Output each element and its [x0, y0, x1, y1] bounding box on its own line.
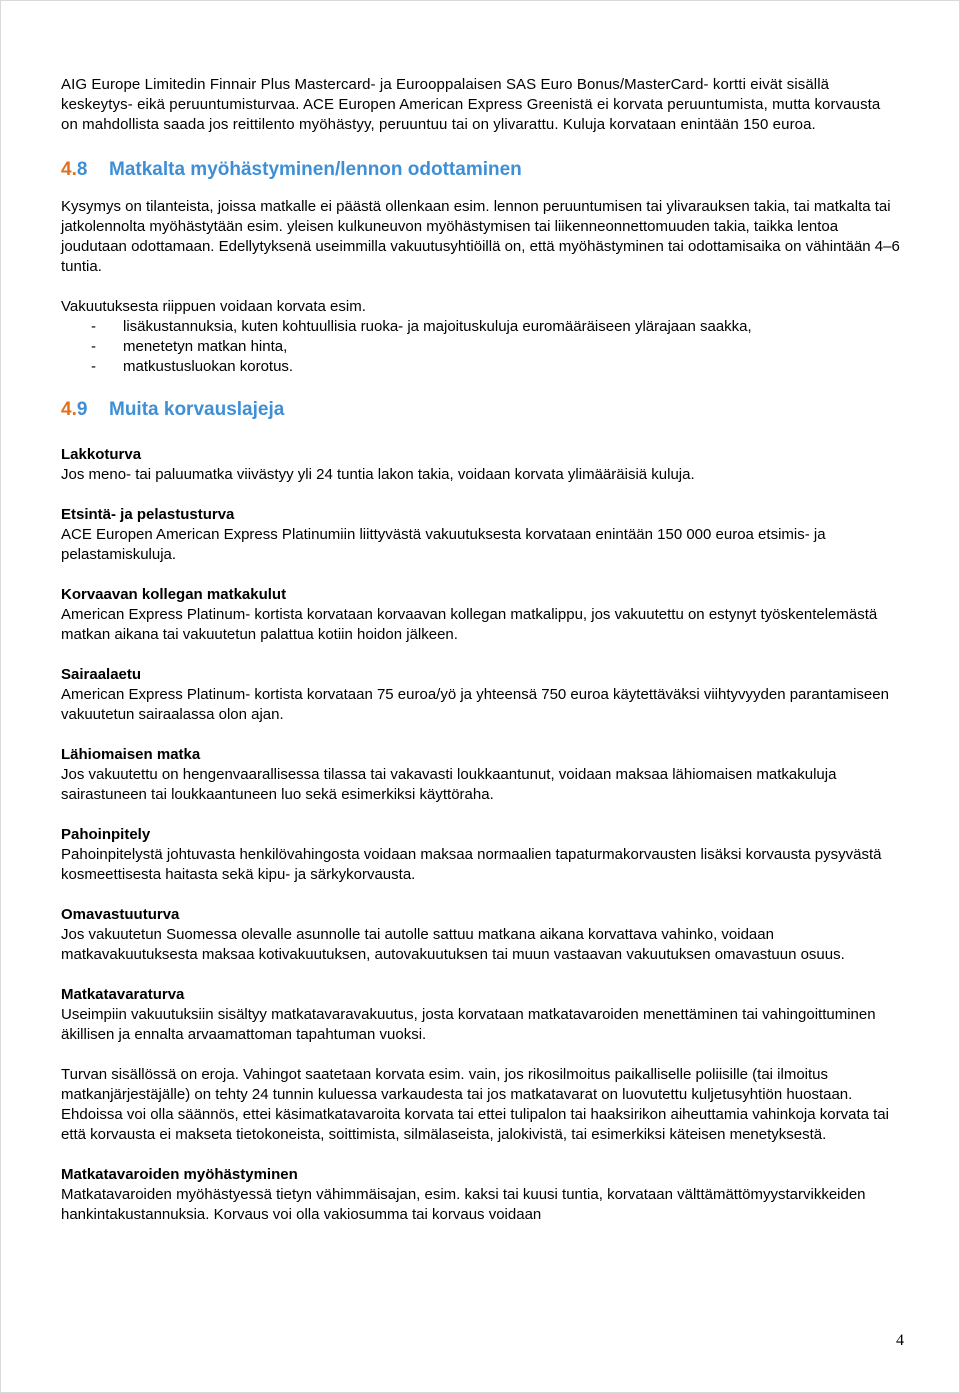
- subsection-etsinta: [61, 505, 901, 565]
- subsection-title: Pahoinpitely: [61, 826, 151, 843]
- subsection-myohastyminen: [61, 1165, 901, 1225]
- section-number: 4.8: [61, 159, 88, 180]
- page-content: [61, 75, 901, 1225]
- list-item: - menetetyn matkan hinta,: [91, 338, 288, 355]
- section-heading-4-8: [61, 157, 901, 183]
- subsection-matkatavaraturva: [61, 985, 901, 1045]
- section-4-8-paragraph: Kysymys on tilanteista, joissa matkalle ei päästä ollenkaan esim. lennon peruuntumisen tai ylivarauksen takia, tai matkalta tai jatkolennolta myöhästytään esim. yleisen kulkuneuvon myöhästymisen tai liikenneonnettomuuden takia, taikka lentoa joudutaan odottamaan. Edellytyksenä useimmilla vakuutusyhtiöillä on, että myöhästyminen tai odottamisaika on vähintään 4–6 tuntia.: [61, 198, 900, 275]
- subsection-title: Lähiomaisen matka: [61, 746, 201, 763]
- intro-paragraph: AIG Europe Limitedin Finnair Plus Mastercard- ja Eurooppalaisen SAS Euro Bonus/MasterCard- kortti eivät sisällä keskeytys- eikä peruuntumisturvaa. ACE Europen American Express Greenistä ei korvata peruuntumista, mutta korvausta on mahdollista saada jos reittilento myöhästyy, peruuntuu tai on ylivarattu. Kuluja korvataan enintään 150 euroa.: [61, 76, 881, 133]
- subsection-pahoinpitely: [61, 825, 901, 885]
- subsection-text: Jos vakuutettu on hengenvaarallisessa tilassa tai vakavasti loukkaantunut, voidaan maksaa lähiomaisen matkakuluja sairastuneen tai loukkaantuneen luo sekä esimerkiksi käyttöraha.: [61, 766, 837, 803]
- subsection-text: ACE Europen American Express Platinumiin liittyvästä vakuutuksesta korvataan enintään 150 000 euroa etsimis- ja pelastamiskuluja.: [61, 526, 826, 563]
- section-title: Matkalta myöhästyminen/lennon odottaminen: [109, 159, 522, 180]
- subsection-lahiomainen: [61, 745, 901, 805]
- page-number: 4: [896, 1332, 904, 1349]
- subsection-sairaalaetu: [61, 665, 901, 725]
- section-title: Muita korvauslajeja: [109, 399, 285, 420]
- extra-paragraph: Turvan sisällössä on eroja. Vahingot saatetaan korvata esim. vain, jos rikosilmoitus paikalliselle poliisille (tai ilmoitus matkanjärjestäjälle) on tehty 24 tunnin kuluessa varkaudesta tai jos matkatavarat on luovutettu kuljetusyhtiön huostaan. Ehdoissa voi olla säännös, ettei käsimatkatavaroita korvata tai ettei tulipalon tai haaksirikon aiheuttamia vahinkoja korvata tai että korvausta ei makseta tietokoneista, soittimista, silmälaseista, jalokivistä, tai esimerkiksi käteisen menetyksestä.: [61, 1066, 889, 1143]
- subsection-text: American Express Platinum- kortista korvataan korvaavan kollegan matkalippu, jos vakuutettu on estynyt työskentelemästä matkan aikana tai vakuutetun palattua kotiin hoidon jälkeen.: [61, 606, 878, 643]
- subsection-title: Matkatavaraturva: [61, 986, 185, 1003]
- subsection-omavastuuturva: [61, 905, 901, 965]
- subsection-kollega: [61, 585, 901, 645]
- subsection-title: Lakkoturva: [61, 446, 142, 463]
- list-item: - lisäkustannuksia, kuten kohtuullisia ruoka- ja majoituskuluja euromääräiseen ylärajaan saakka,: [91, 318, 752, 335]
- subsection-text: Matkatavaroiden myöhästyessä tietyn vähimmäisajan, esim. kaksi tai kuusi tuntia, korvataan välttämättömyystarvikkeiden hankintakustannuksia. Korvaus voi olla vakiosumma tai korvaus voidaan: [61, 1186, 866, 1223]
- subsection-text: Useimpiin vakuutuksiin sisältyy matkatavaravakuutus, josta korvataan matkatavaroiden menettäminen tai vahingoittuminen äkillisen ja ennalta arvaamattoman tapahtuman vuoksi.: [61, 1006, 876, 1043]
- compensation-list: [61, 317, 901, 377]
- subsection-text: Jos meno- tai paluumatka viivästyy yli 24 tuntia lakon takia, voidaan korvata ylimääräisiä kuluja.: [61, 466, 695, 483]
- subsection-title: Sairaalaetu: [61, 666, 142, 683]
- subsection-title: Matkatavaroiden myöhästyminen: [61, 1166, 298, 1183]
- subsection-title: Korvaavan kollegan matkakulut: [61, 586, 287, 603]
- subsection-extra: [61, 1065, 901, 1145]
- intro-block: [61, 75, 901, 135]
- list-item: - matkustusluokan korotus.: [91, 358, 294, 375]
- subsection-text: Pahoinpitelystä johtuvasta henkilövahingosta voidaan maksaa normaalien tapaturmakorvausten lisäksi korvausta pysyvästä kosmeettisesta haitasta sekä kipu- ja särkykorvausta.: [61, 846, 882, 883]
- section-number: 4.9: [61, 399, 88, 420]
- subsection-title: Omavastuuturva: [61, 906, 180, 923]
- subsection-lakkoturva: [61, 445, 901, 485]
- subsection-text: American Express Platinum- kortista korvataan 75 euroa/yö ja yhteensä 750 euroa käytettäväksi viihtyvyyden parantamiseen vakuutetun sairaalassa olon ajan.: [61, 686, 889, 723]
- list-intro: Vakuutuksesta riippuen voidaan korvata esim.: [61, 298, 366, 315]
- subsection-text: Jos vakuutetun Suomessa olevalle asunnolle tai autolle sattuu matkana aikana korvattava vahinko, voidaan matkavakuutuksesta maksaa kotivakuutuksen, autovakuutuksen tai muun vastaavan vakuutuksen omavastuun osuus.: [61, 926, 845, 963]
- section-heading-4-9: [61, 397, 901, 423]
- subsection-title: Etsintä- ja pelastusturva: [61, 506, 235, 523]
